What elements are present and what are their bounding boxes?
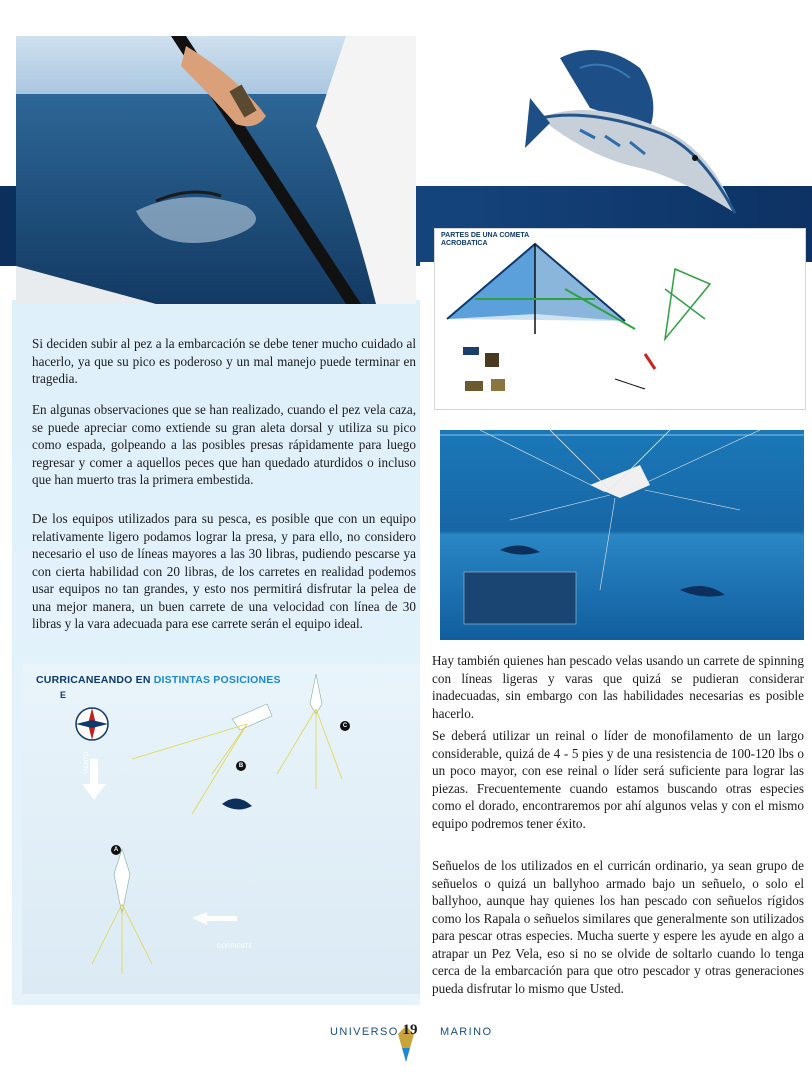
kite-title-line1: PARTES DE UNA COMETA xyxy=(441,232,530,239)
paragraph-3: De los equipos utilizados para su pesca, es posible que con un equipo relativamente ligero podamos lograr la presa, y para ello, no considero necesario el uso de líneas mayores a las 30 libras, pudiendo pescarse ya con cierta habilidad con 20 libras, de los carretes en realidad podemos usar equipos no tan grandes, y esto nos permitirá disfrutar la pelea de una mejor manera, un buen carrete de una velocidad con línea de 30 libras y la vara adecuada para ese carrete serán el equipo ideal. xyxy=(32,511,416,631)
angler-photo-art xyxy=(16,36,416,304)
paragraph-2: En algunas observaciones que se han realizado, cuando el pez vela caza, se puede apreciar como extiende su gran aleta dorsal y utiliza su pico como espada, golpeando a las posibles presas rápidamente para luego regresar y comer a aquellos peces que han quedado aturdidos o incluso que han muerto tras la primera embestida. xyxy=(32,402,416,487)
paragraph-5: Se deberá utilizar un reinal o líder de monofilamento de un largo considerable, quizá de 4 - 5 pies y de una resistencia de 100-120 lbs o un poco mayor, con ese reinal o líder será suficiente para lograr las piezas. Frecuentemente cuando estamos buscando otras especies como el dorado, encontraremos por ahí algunos velas y con el mismo equipo podremos tener éxito. xyxy=(432,728,804,831)
marker-c: C xyxy=(340,721,350,731)
compass-label: E xyxy=(60,690,67,700)
current-label: CORRIENTE xyxy=(217,944,253,950)
paragraph-6: Señuelos de los utilizados en el curricán ordinario, ya sean grupo de señuelos o quizá un ballyhoo armado bajo un señuelo, o solo el ballyhoo, aunque hay quienes los han pescado con señuelos rígidos como los Rapala o señuelos similares que generalmente son utilizados para pescar otras especies. Mucha suerte y espere les ayude en algo a atrapar un Pez Vela, eso si no se olvide de soltarlo cuando lo tenga cerca de la embarcación para que otro pescador y otras generaciones pueda disfrutar lo mismo que Usted. xyxy=(432,858,804,996)
trolling-title-part1: CURRICANEANDO EN xyxy=(36,674,151,686)
trolling-spread-diagram xyxy=(440,430,804,640)
paragraph-4: Hay también quienes han pescado velas usando un carrete de spinning con líneas ligeras y varas que quizá se pudieran considerar inadecuadas, sin embargo con las habilidades necesarias es posible hacerlo. xyxy=(432,653,804,721)
wind-label: VIENTO xyxy=(84,751,90,774)
marker-a: A xyxy=(111,845,121,855)
kite-parts-diagram xyxy=(434,228,806,410)
trolling-positions-diagram xyxy=(22,664,420,994)
footer-brand-left: UNIVERSO xyxy=(330,1026,399,1038)
angler-photo xyxy=(16,36,416,304)
sailfish-illustration xyxy=(520,38,750,223)
kite-title-line2: ACROBATICA xyxy=(441,240,488,247)
trolling-title-part2: DISTINTAS POSICIONES xyxy=(153,674,281,686)
page-number: 19 xyxy=(402,1022,418,1038)
paragraph-1: Si deciden subir al pez a la embarcación se debe tener mucho cuidado al hacerlo, ya que su pico es poderoso y un mal manejo puede terminar en tragedia. xyxy=(32,336,416,386)
trolling-spread-art xyxy=(440,430,804,640)
trolling-positions-art xyxy=(22,664,420,994)
kite-diagram-art xyxy=(435,229,805,409)
marker-b: B xyxy=(236,761,246,771)
footer-brand-right: MARINO xyxy=(440,1026,493,1038)
